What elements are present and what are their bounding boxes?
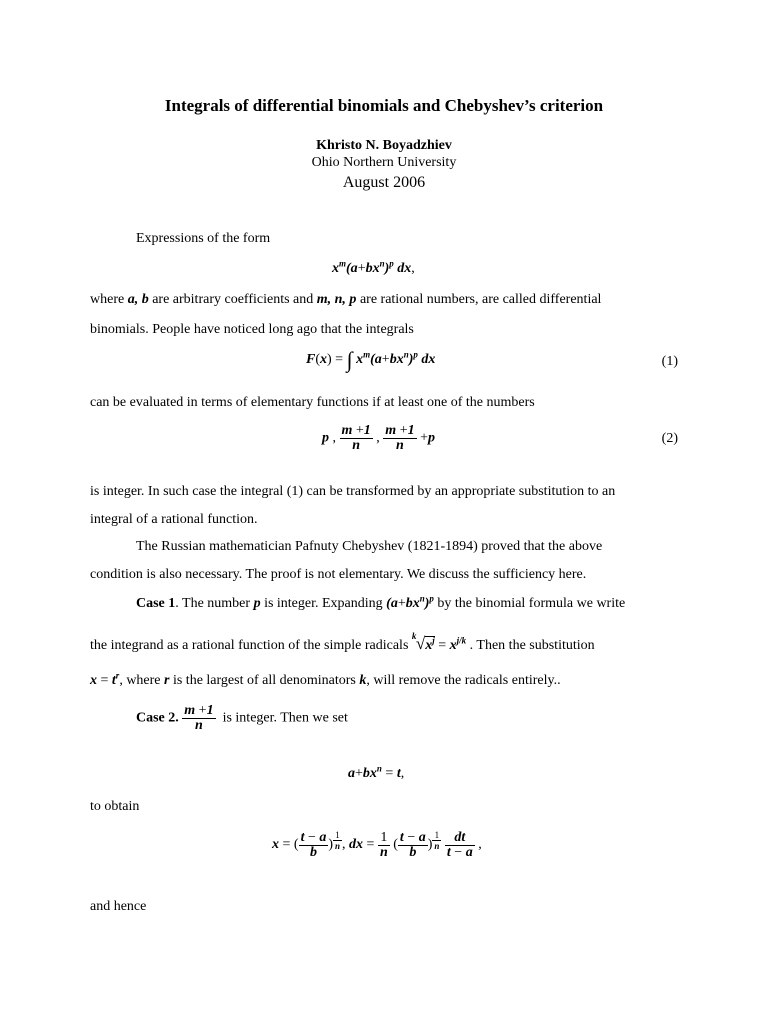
author-name: Khristo N. Boyadzhiev — [316, 138, 452, 153]
radical-expression: k $√x^j$ — [411, 631, 435, 653]
case-1-substitution-line: $x = t^r$, where r is the largest of all denominators k, will remove the radicals entirely.. — [90, 670, 561, 688]
case-2-line: Case 2. $\frac{m +1}{n}$ is integer. Then we set — [136, 703, 348, 733]
substitution-equation: $a+bx^n = t$, — [348, 763, 405, 781]
formula-differential-binomial: $x^m(a+bx^n)^p$ dx, — [332, 258, 415, 276]
case-1-line: Case 1. The number p is integer. Expanding $(a+bx^n)^p$ by the binomial formula we write — [136, 593, 626, 611]
integer-text: is integer. In such case the integral (1) can be transformed by an appropriate substitution to an — [90, 484, 616, 499]
chebyshev-text: The Russian mathematician Pafnuty Chebyshev (1821-1894) proved that the above — [136, 539, 603, 554]
coefficients-text: are arbitrary coefficients and — [152, 292, 314, 307]
paper-date: August 2006 — [342, 174, 426, 191]
case-1-label: Case 1 — [136, 596, 176, 611]
elementary-functions-text: can be evaluated in terms of elementary functions if at least one of the numbers — [90, 395, 535, 410]
hence-text: and hence — [90, 899, 147, 914]
author-affiliation: Ohio Northern University — [311, 155, 457, 170]
paper-title: Integrals of differential binomials and Chebyshev’s criterion — [164, 96, 604, 115]
where-word: where — [90, 292, 125, 307]
equation-1: F(x) = ∫ $x^m(a+bx^n)^p$ dx — [306, 347, 436, 372]
binomials-text: binomials. People have noticed long ago that the integrals — [90, 322, 414, 337]
equation-2: p , $\frac{m +1}{n}$ , $\frac{m +1}{n}$ +p — [322, 423, 435, 453]
equation-1-label: (1) — [661, 354, 678, 369]
fraction-m1-over-n: $\frac{m +1}{n}$ — [341, 423, 371, 453]
obtain-text: to obtain — [90, 799, 140, 814]
rational-function-text: integral of a rational function. — [90, 512, 258, 527]
rational-numbers-text: are rational numbers, are called differential — [359, 292, 602, 307]
where-line: where a, b are arbitrary coefficients and m, n, p are rational numbers, are called differential — [90, 292, 602, 307]
case-2-label: Case 2. — [136, 710, 179, 726]
integral-sign: ∫ — [346, 347, 353, 372]
fraction-case-2: $\frac{m +1}{n}$ — [184, 703, 214, 733]
x-dx-equation: x = ( $\frac{t - a}{b}$ ) $^{\frac{1}{n}}$ , dx = $\frac{1}{n}$ ( $\frac{t - a}{b}$ ) $^{\frac{1}{n}}$ $\frac{dt}{t - a}$ , — [272, 829, 482, 860]
equation-2-label: (2) — [661, 431, 678, 446]
case-1-radicals-line: the integrand as a rational function of the simple radicals k $√x^j = x^{j/k}$ . Then the substitution — [90, 631, 595, 653]
necessary-text: condition is also necessary. The proof is not elementary. We discuss the sufficiency here. — [90, 567, 587, 582]
intro-text: Expressions of the form — [136, 231, 271, 246]
fraction-m1-over-n-2: $\frac{m +1}{n}$ — [385, 423, 415, 453]
